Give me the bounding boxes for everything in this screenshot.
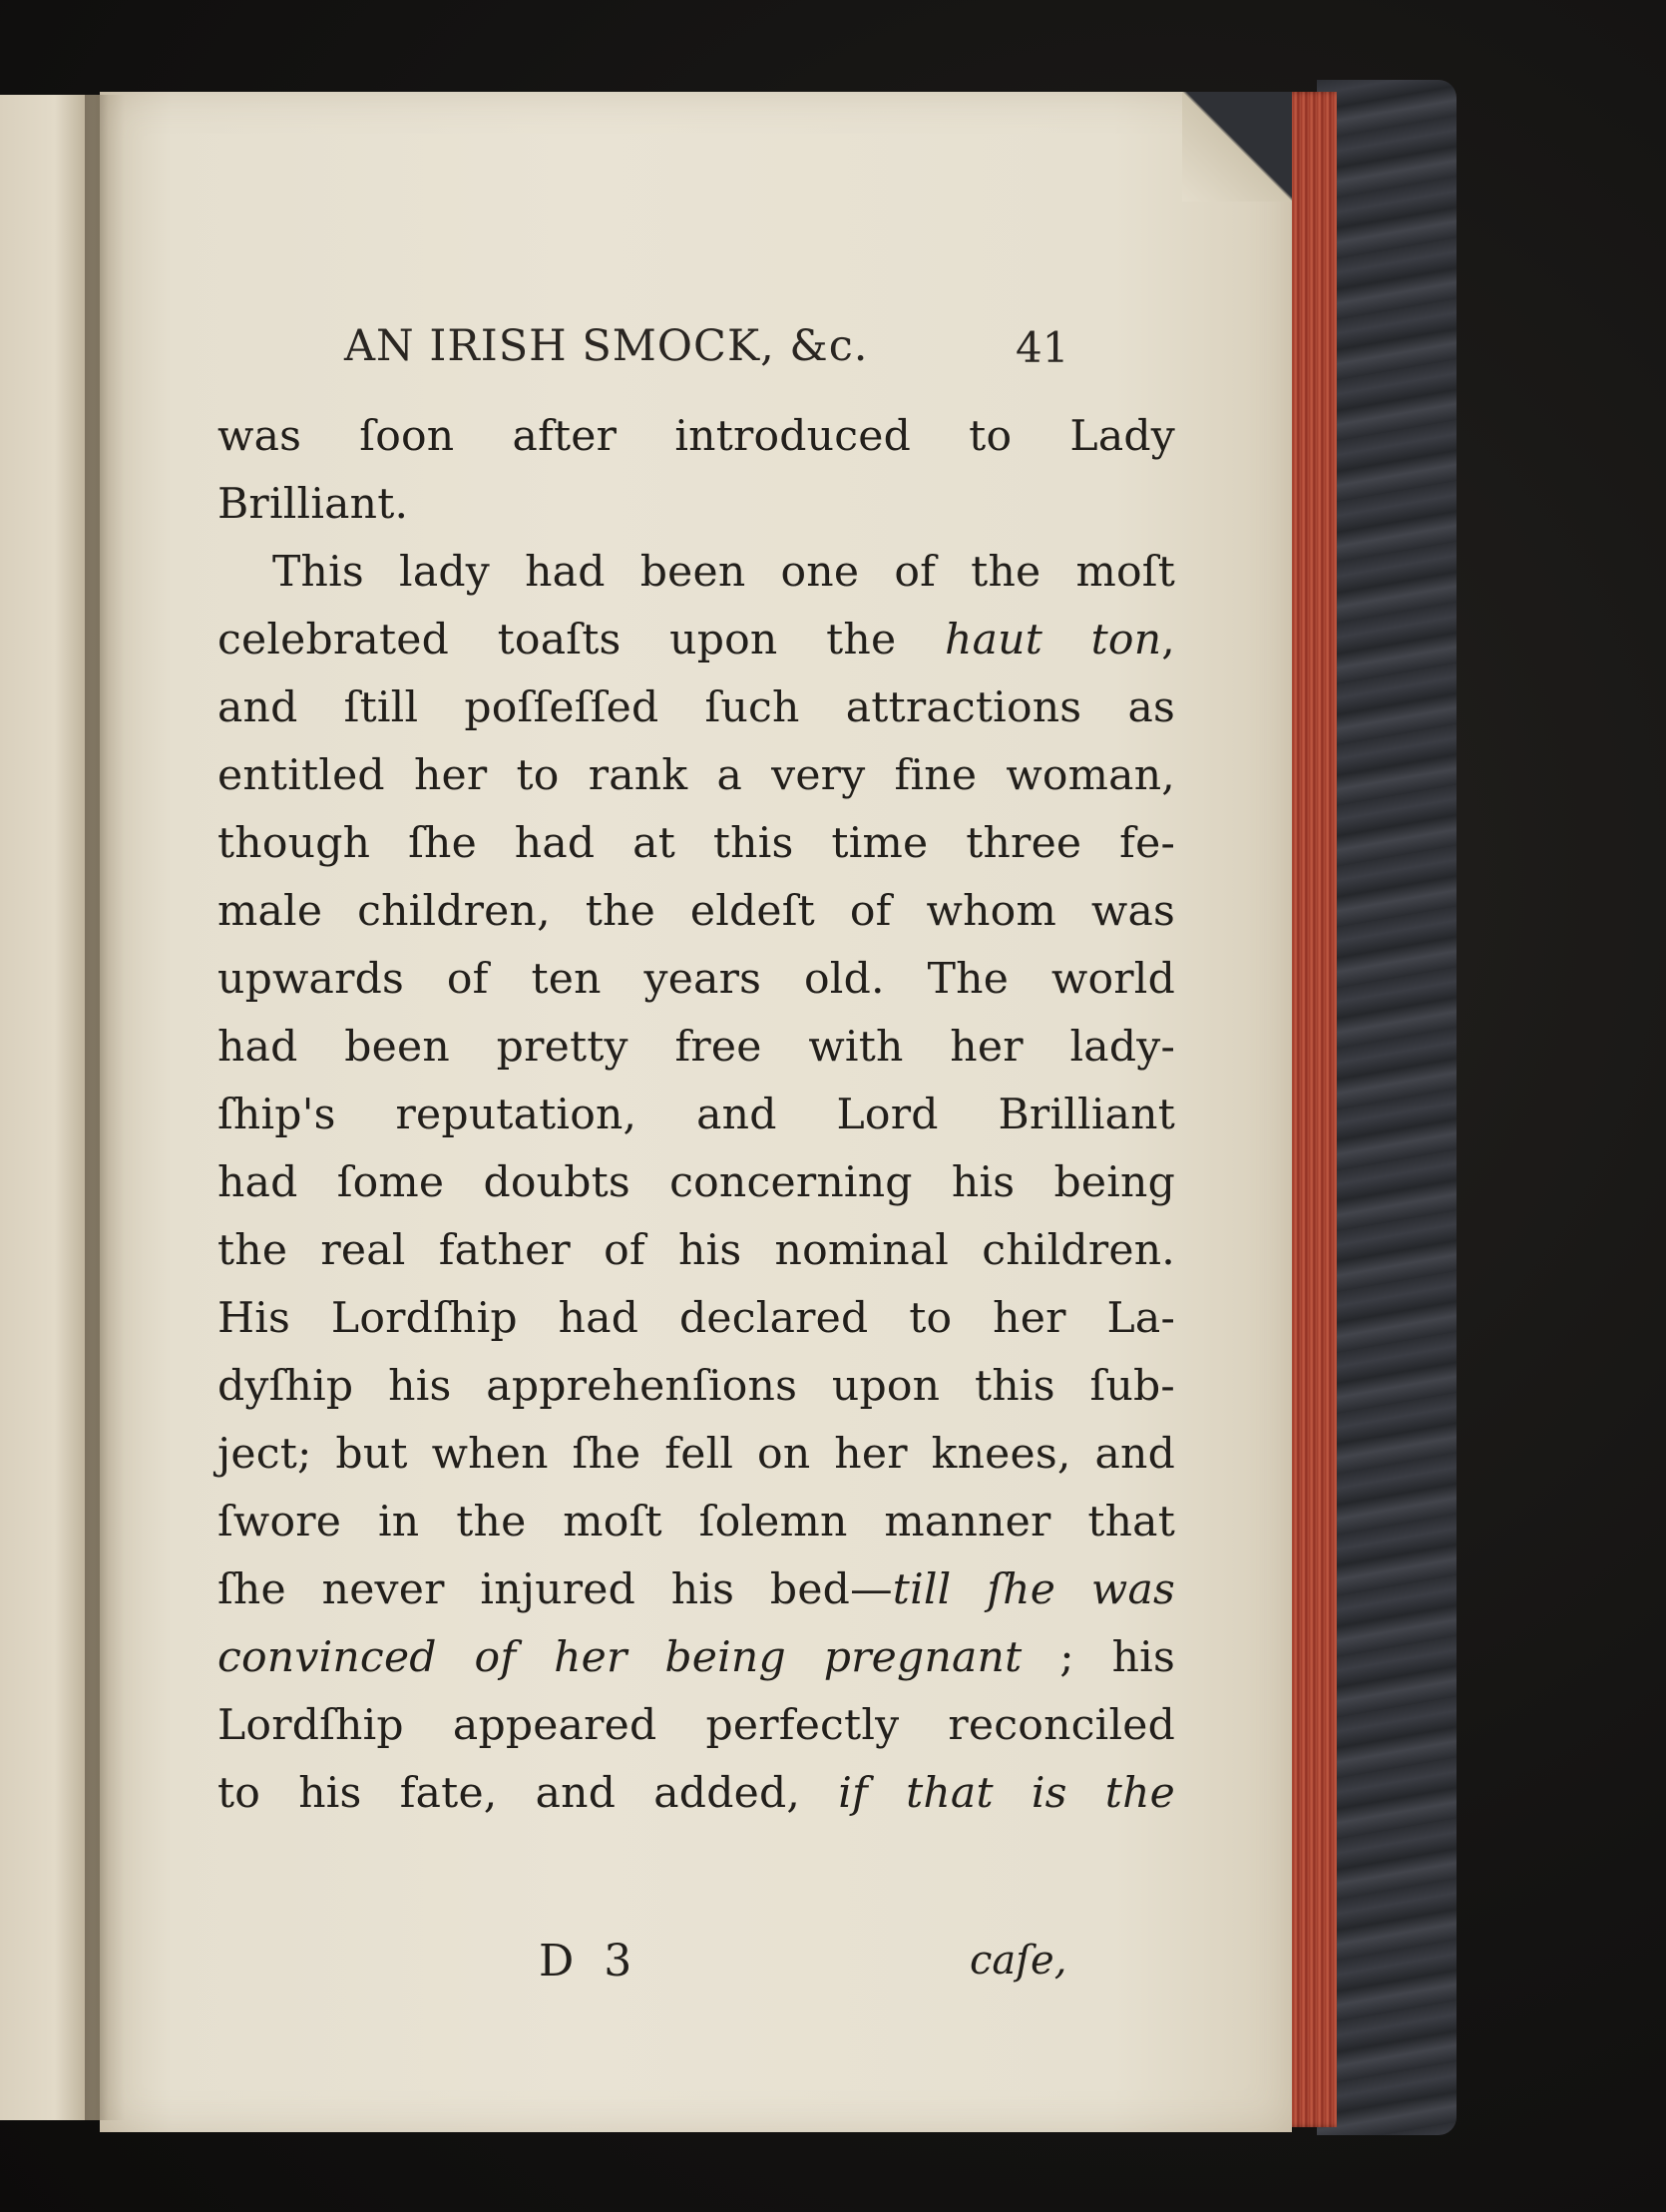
text-segment: dyſhip his apprehenſions upon this ſub- [217,1362,1175,1411]
text-segment: ; his [1022,1633,1175,1682]
text-line [217,471,1175,539]
italic-text-segment: till ſhe was [892,1565,1175,1614]
text-segment: to his fate, and added, [217,1769,839,1818]
italic-text-segment: if that is the [838,1769,1175,1818]
page-footer [100,1936,1292,2005]
signature-mark: D 3 [539,1936,640,1987]
body-text [217,403,1175,1828]
text-segment: Brilliant. [217,480,409,529]
text-segment: , [1161,616,1175,664]
text-line [217,1624,1175,1692]
text-line [217,1760,1175,1828]
text-line [217,1217,1175,1285]
text-line [217,403,1175,471]
book-cover [1317,80,1457,2135]
text-segment: Lordſhip appeared perfectly reconciled [217,1701,1175,1750]
page-corner-fold [1182,92,1292,202]
text-line [217,810,1175,878]
text-segment: had ſome doubts concerning his being [217,1158,1175,1207]
text-segment: His Lordſhip had declared to her La- [217,1294,1175,1343]
text-line [217,674,1175,742]
text-segment: was ſoon after introduced to Lady [217,412,1175,461]
text-segment: ject; but when ſhe fell on her knees, and [217,1430,1175,1479]
text-line [217,878,1175,946]
catchword: caſe, [970,1938,1067,1984]
text-segment: This lady had been one of the moſt [272,548,1175,597]
text-line [217,1149,1175,1217]
running-head [100,321,1292,401]
text-line [217,1489,1175,1556]
text-segment: male children, the eldeſt of whom was [217,887,1175,936]
text-line [217,1692,1175,1760]
text-segment: had been pretty free with her lady- [217,1023,1175,1072]
text-line [217,607,1175,674]
running-title: AN IRISH SMOCK, &c. [344,321,869,371]
page-number: 41 [1016,323,1069,372]
text-line [217,1014,1175,1082]
text-segment: though ſhe had at this time three fe- [217,819,1175,868]
text-line [217,1421,1175,1489]
text-line [217,1556,1175,1624]
text-segment: ſhe never injured his bed— [217,1565,893,1614]
text-segment: entitled her to rank a very fine woman, [217,751,1175,800]
text-line [217,1082,1175,1149]
text-segment: ſwore in the moſt ſolemn manner that [217,1498,1175,1547]
gutter-shadow [85,95,125,2120]
text-segment: celebrated toaſts upon the [217,616,946,664]
book-page [100,92,1292,2132]
text-line [217,1353,1175,1421]
text-segment: the real father of his nominal children. [217,1226,1175,1275]
italic-text-segment: convinced of her being pregnant [217,1633,1023,1682]
text-segment: and ſtill poſſeſſed ſuch attractions as [217,683,1175,732]
text-segment: upwards of ten years old. The world [217,955,1175,1004]
text-line [217,946,1175,1014]
text-segment: ſhip's reputation, and Lord Brilliant [217,1091,1175,1139]
text-line [217,539,1175,607]
italic-text-segment: haut ton [945,616,1162,664]
text-line [217,742,1175,810]
text-line [217,1285,1175,1353]
